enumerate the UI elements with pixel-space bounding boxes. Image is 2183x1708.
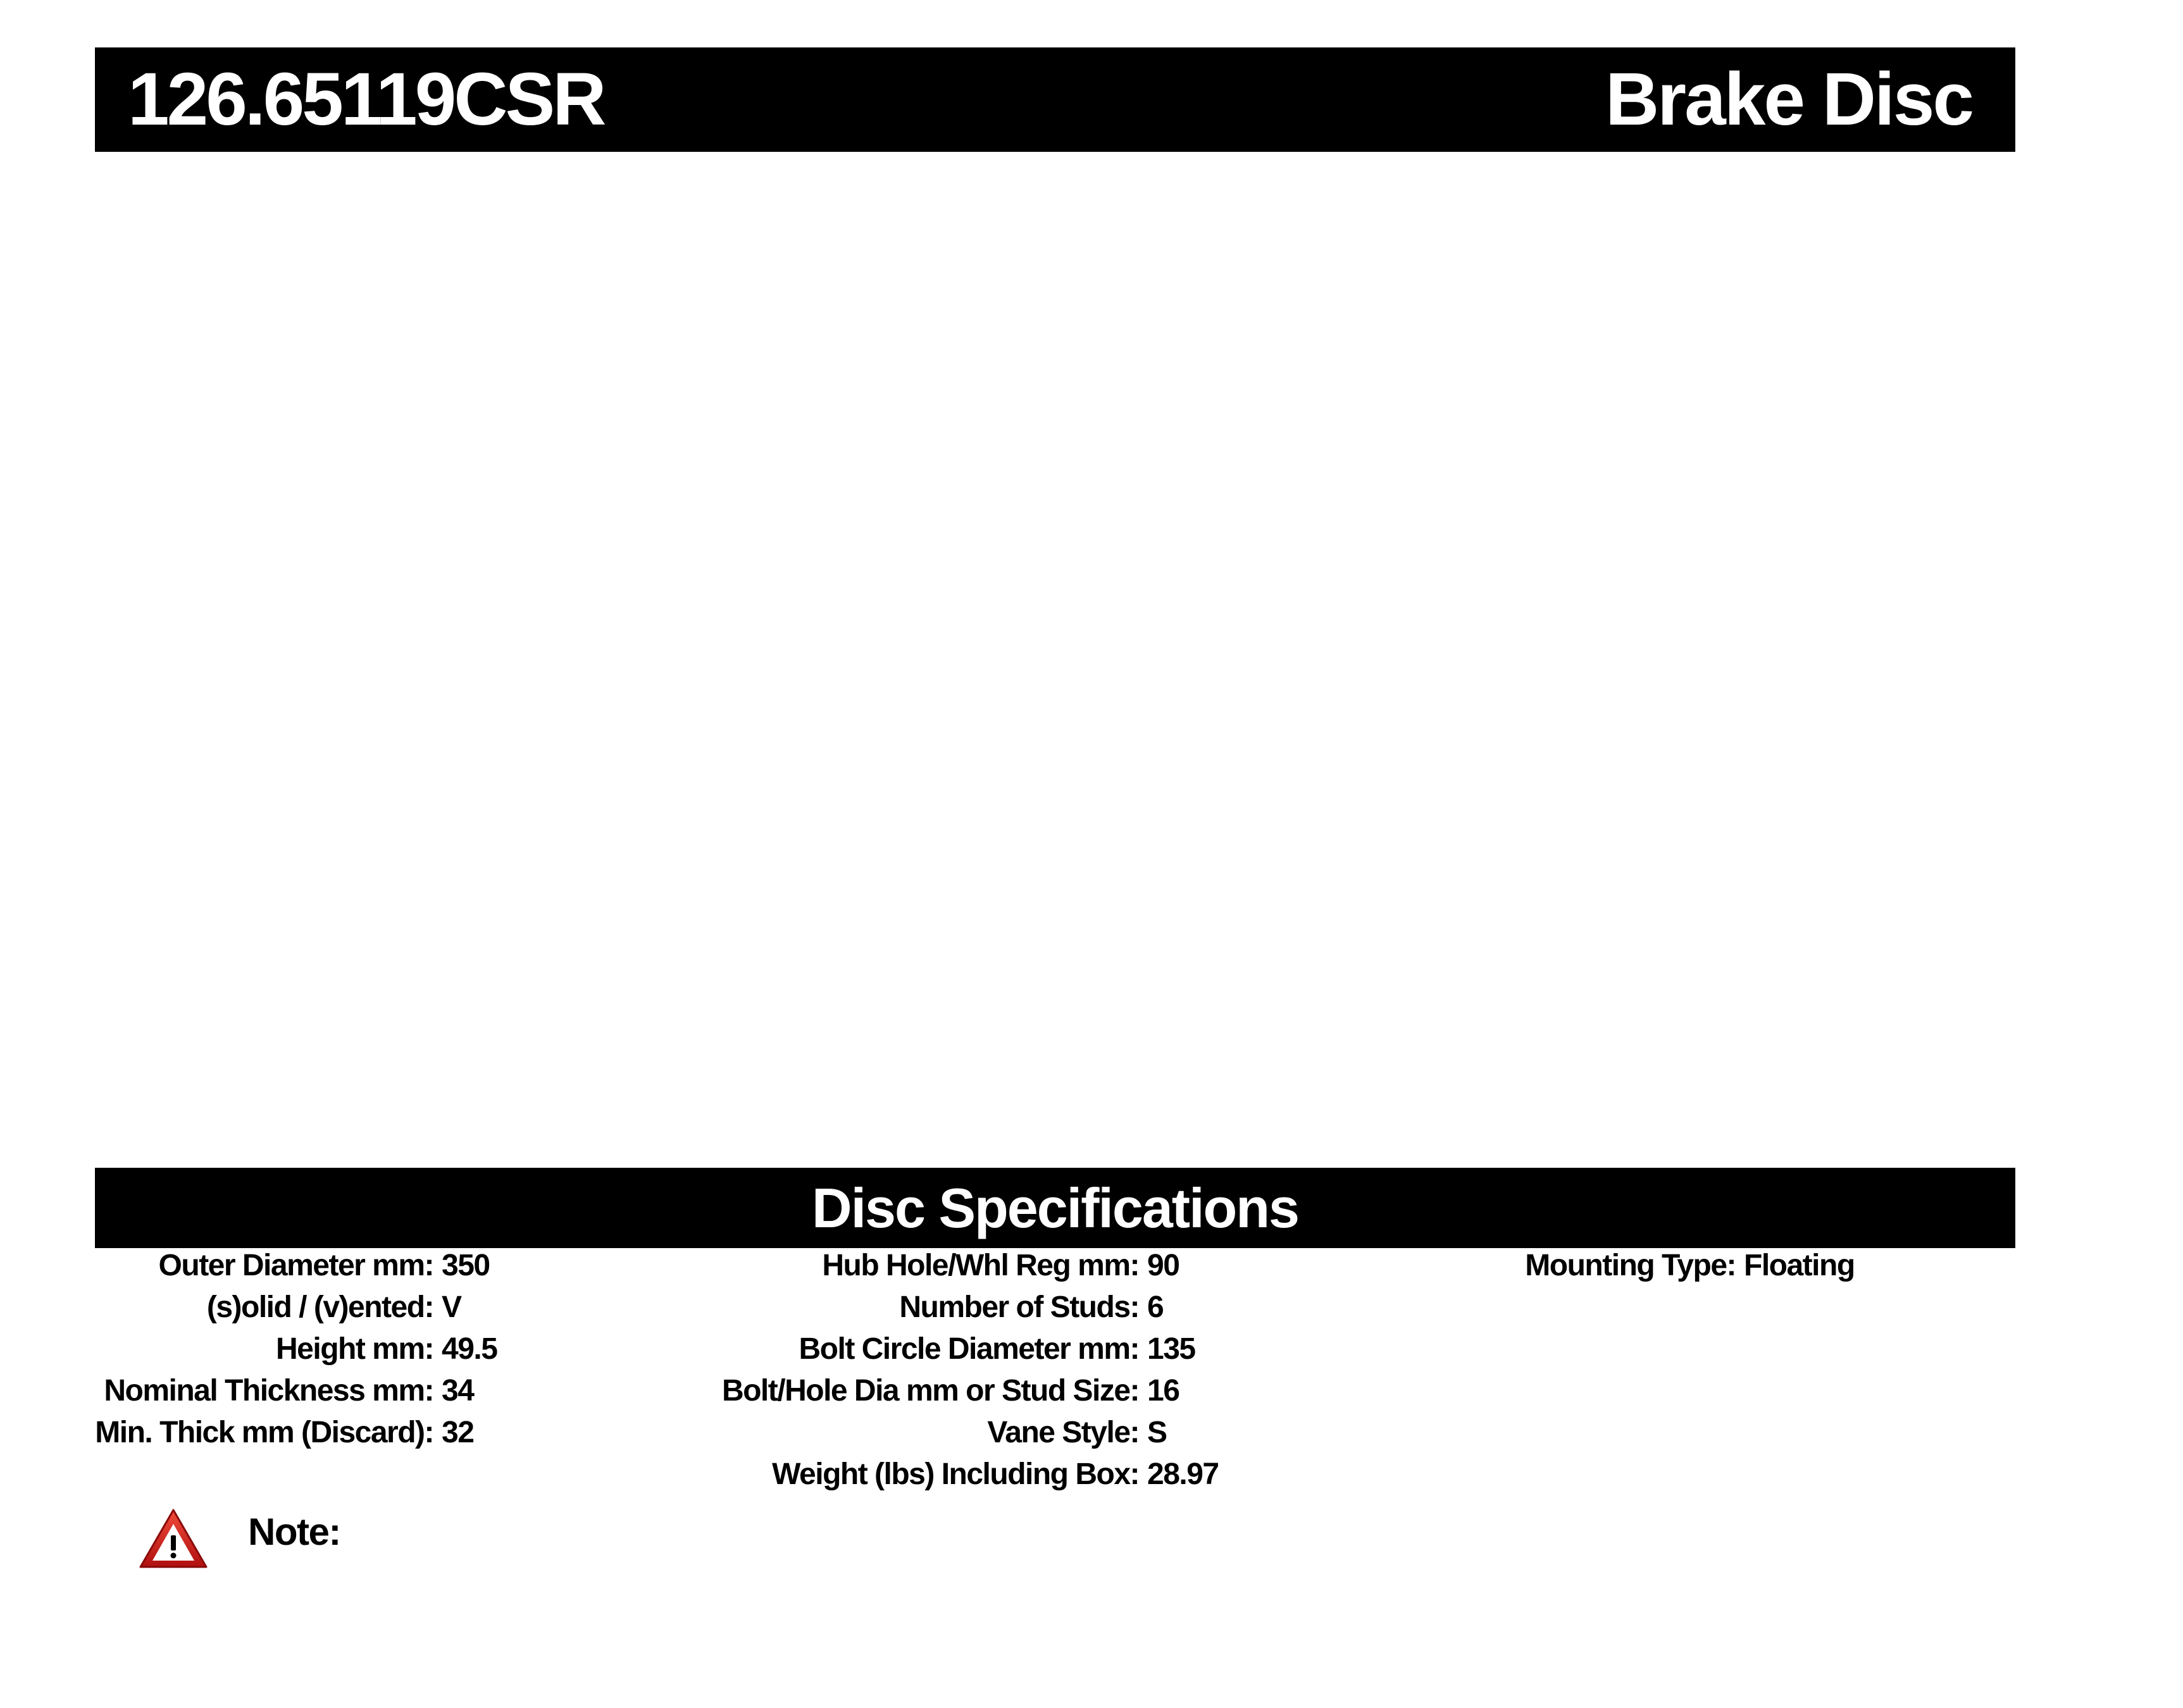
spec-label: Number of Studs: (899, 1290, 1139, 1324)
note-label: Note: (248, 1511, 340, 1553)
spec-value: 16 (1147, 1374, 1179, 1408)
spec-label: Outer Diameter mm: (158, 1249, 433, 1282)
spec-section-header (95, 1168, 2015, 1248)
spec-value: 6 (1147, 1290, 1164, 1324)
spec-value: 32 (442, 1416, 474, 1449)
product-image-area (95, 152, 2015, 1167)
spec-value: Floating (1744, 1249, 1855, 1282)
spec-row-number-of-studs (0, 1287, 2183, 1328)
spec-row-mounting-type (0, 1245, 2183, 1287)
spec-value: 49.5 (442, 1332, 497, 1366)
spec-value: S (1147, 1416, 1167, 1449)
spec-label: Min. Thick mm (Discard): (95, 1416, 433, 1449)
spec-label: Bolt/Hole Dia mm or Stud Size: (721, 1374, 1139, 1408)
spec-value: 90 (1147, 1249, 1179, 1282)
spec-row-weight (0, 1454, 2183, 1495)
spec-value: 135 (1147, 1332, 1195, 1366)
spec-value: V (442, 1290, 461, 1324)
spec-value: 34 (442, 1374, 474, 1408)
spec-label: Weight (lbs) Including Box: (772, 1457, 1139, 1491)
part-number: 126.65119CSR (128, 58, 604, 141)
spec-value: 28.97 (1147, 1457, 1219, 1491)
spec-section-title: Disc Specifications (812, 1177, 1298, 1239)
product-type: Brake Disc (1605, 58, 1972, 141)
warning-triangle-icon (138, 1507, 209, 1571)
spec-row-bolt-circle (0, 1328, 2183, 1370)
spec-label: Nominal Thickness mm: (104, 1374, 433, 1408)
spec-label: Height mm: (276, 1332, 433, 1366)
spec-row-vane-style (0, 1412, 2183, 1454)
spec-label: Vane Style: (987, 1416, 1139, 1449)
header-bar (95, 47, 2015, 152)
spec-label: Mounting Type: (1525, 1249, 1736, 1282)
spec-label: Hub Hole/Whl Reg mm: (822, 1249, 1139, 1282)
spec-label: Bolt Circle Diameter mm: (799, 1332, 1139, 1366)
spec-row-bolt-hole-dia (0, 1370, 2183, 1412)
spec-value: 350 (442, 1249, 490, 1282)
spec-label: (s)olid / (v)ented: (206, 1290, 433, 1324)
